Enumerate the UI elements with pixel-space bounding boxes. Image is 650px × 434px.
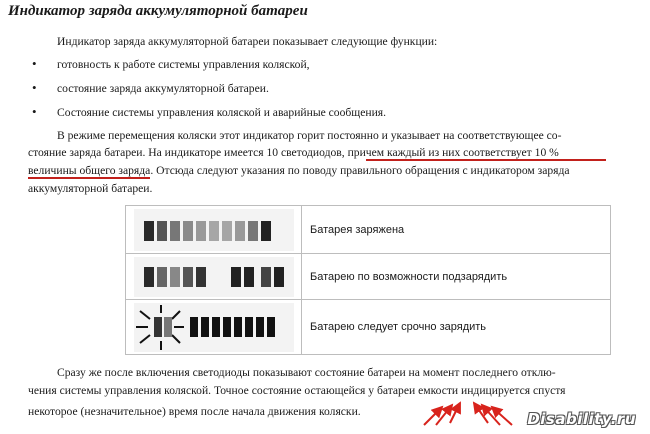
battery-indicator-full xyxy=(126,207,301,253)
table-row xyxy=(126,300,611,355)
status-text: Батарею следует срочно зарядить xyxy=(302,300,611,355)
page-title: Индикатор заряда аккумуляторной батареи xyxy=(8,3,308,19)
battery-indicator-half xyxy=(126,255,301,299)
table-row xyxy=(126,206,611,254)
bullet-dot: • xyxy=(32,80,37,95)
status-text: Батарею по возможности подзарядить xyxy=(302,254,611,300)
indicator-cell xyxy=(126,300,302,355)
paragraph-1-line-1: В режиме перемещения коляски этот индикатор горит постоянно и указывает на соответствующее со- xyxy=(57,129,562,142)
highlighted-text: причем каждый из них соответствует 10 % xyxy=(347,146,559,159)
bullet-item-1: готовность к работе системы управления коляской, xyxy=(57,58,310,71)
intro-text: Индикатор заряда аккумуляторной батареи показывает следующие функции: xyxy=(57,35,438,48)
indicator-cell xyxy=(126,254,302,300)
paragraph-1-line-3: величины общего заряда. Отсюда следуют указания по поводу правильного обращения с индикатором заряда xyxy=(28,164,570,177)
table-row xyxy=(126,254,611,300)
red-arrows xyxy=(412,395,522,429)
bullet-item-3: Состояние системы управления коляской и аварийные сообщения. xyxy=(57,106,387,119)
paragraph-2-line-2: чения системы управления коляской. Точное состояние остающейся у батареи емкости индицируется спустя xyxy=(28,384,566,397)
paragraph-1-line-2: стояние заряда батареи. На индикаторе имеется 10 светодиодов, причем каждый из них соответствует 10 % xyxy=(28,146,559,159)
indicator-cell xyxy=(126,206,302,254)
highlighted-text: величины общего заряда xyxy=(28,164,151,177)
red-underline xyxy=(366,159,606,161)
bullet-item-2: состояние заряда аккумуляторной батареи. xyxy=(57,82,269,95)
bullet-dot: • xyxy=(32,56,37,71)
status-text: Батарея заряжена xyxy=(302,206,611,254)
paragraph-2-line-1: Сразу же после включения светодиоды показывают состояние батареи на момент последнего отклю- xyxy=(57,366,556,379)
watermark: Disability.ru xyxy=(527,410,636,428)
paragraph-1-line-4: аккумуляторной батареи. xyxy=(28,182,153,195)
paragraph-2-line-3: некоторое (незначительное) время после начала движения коляски. xyxy=(28,405,361,418)
battery-indicator-low xyxy=(126,301,301,354)
battery-indicator-table xyxy=(125,205,611,355)
bullet-dot: • xyxy=(32,104,37,119)
red-underline xyxy=(28,177,150,179)
